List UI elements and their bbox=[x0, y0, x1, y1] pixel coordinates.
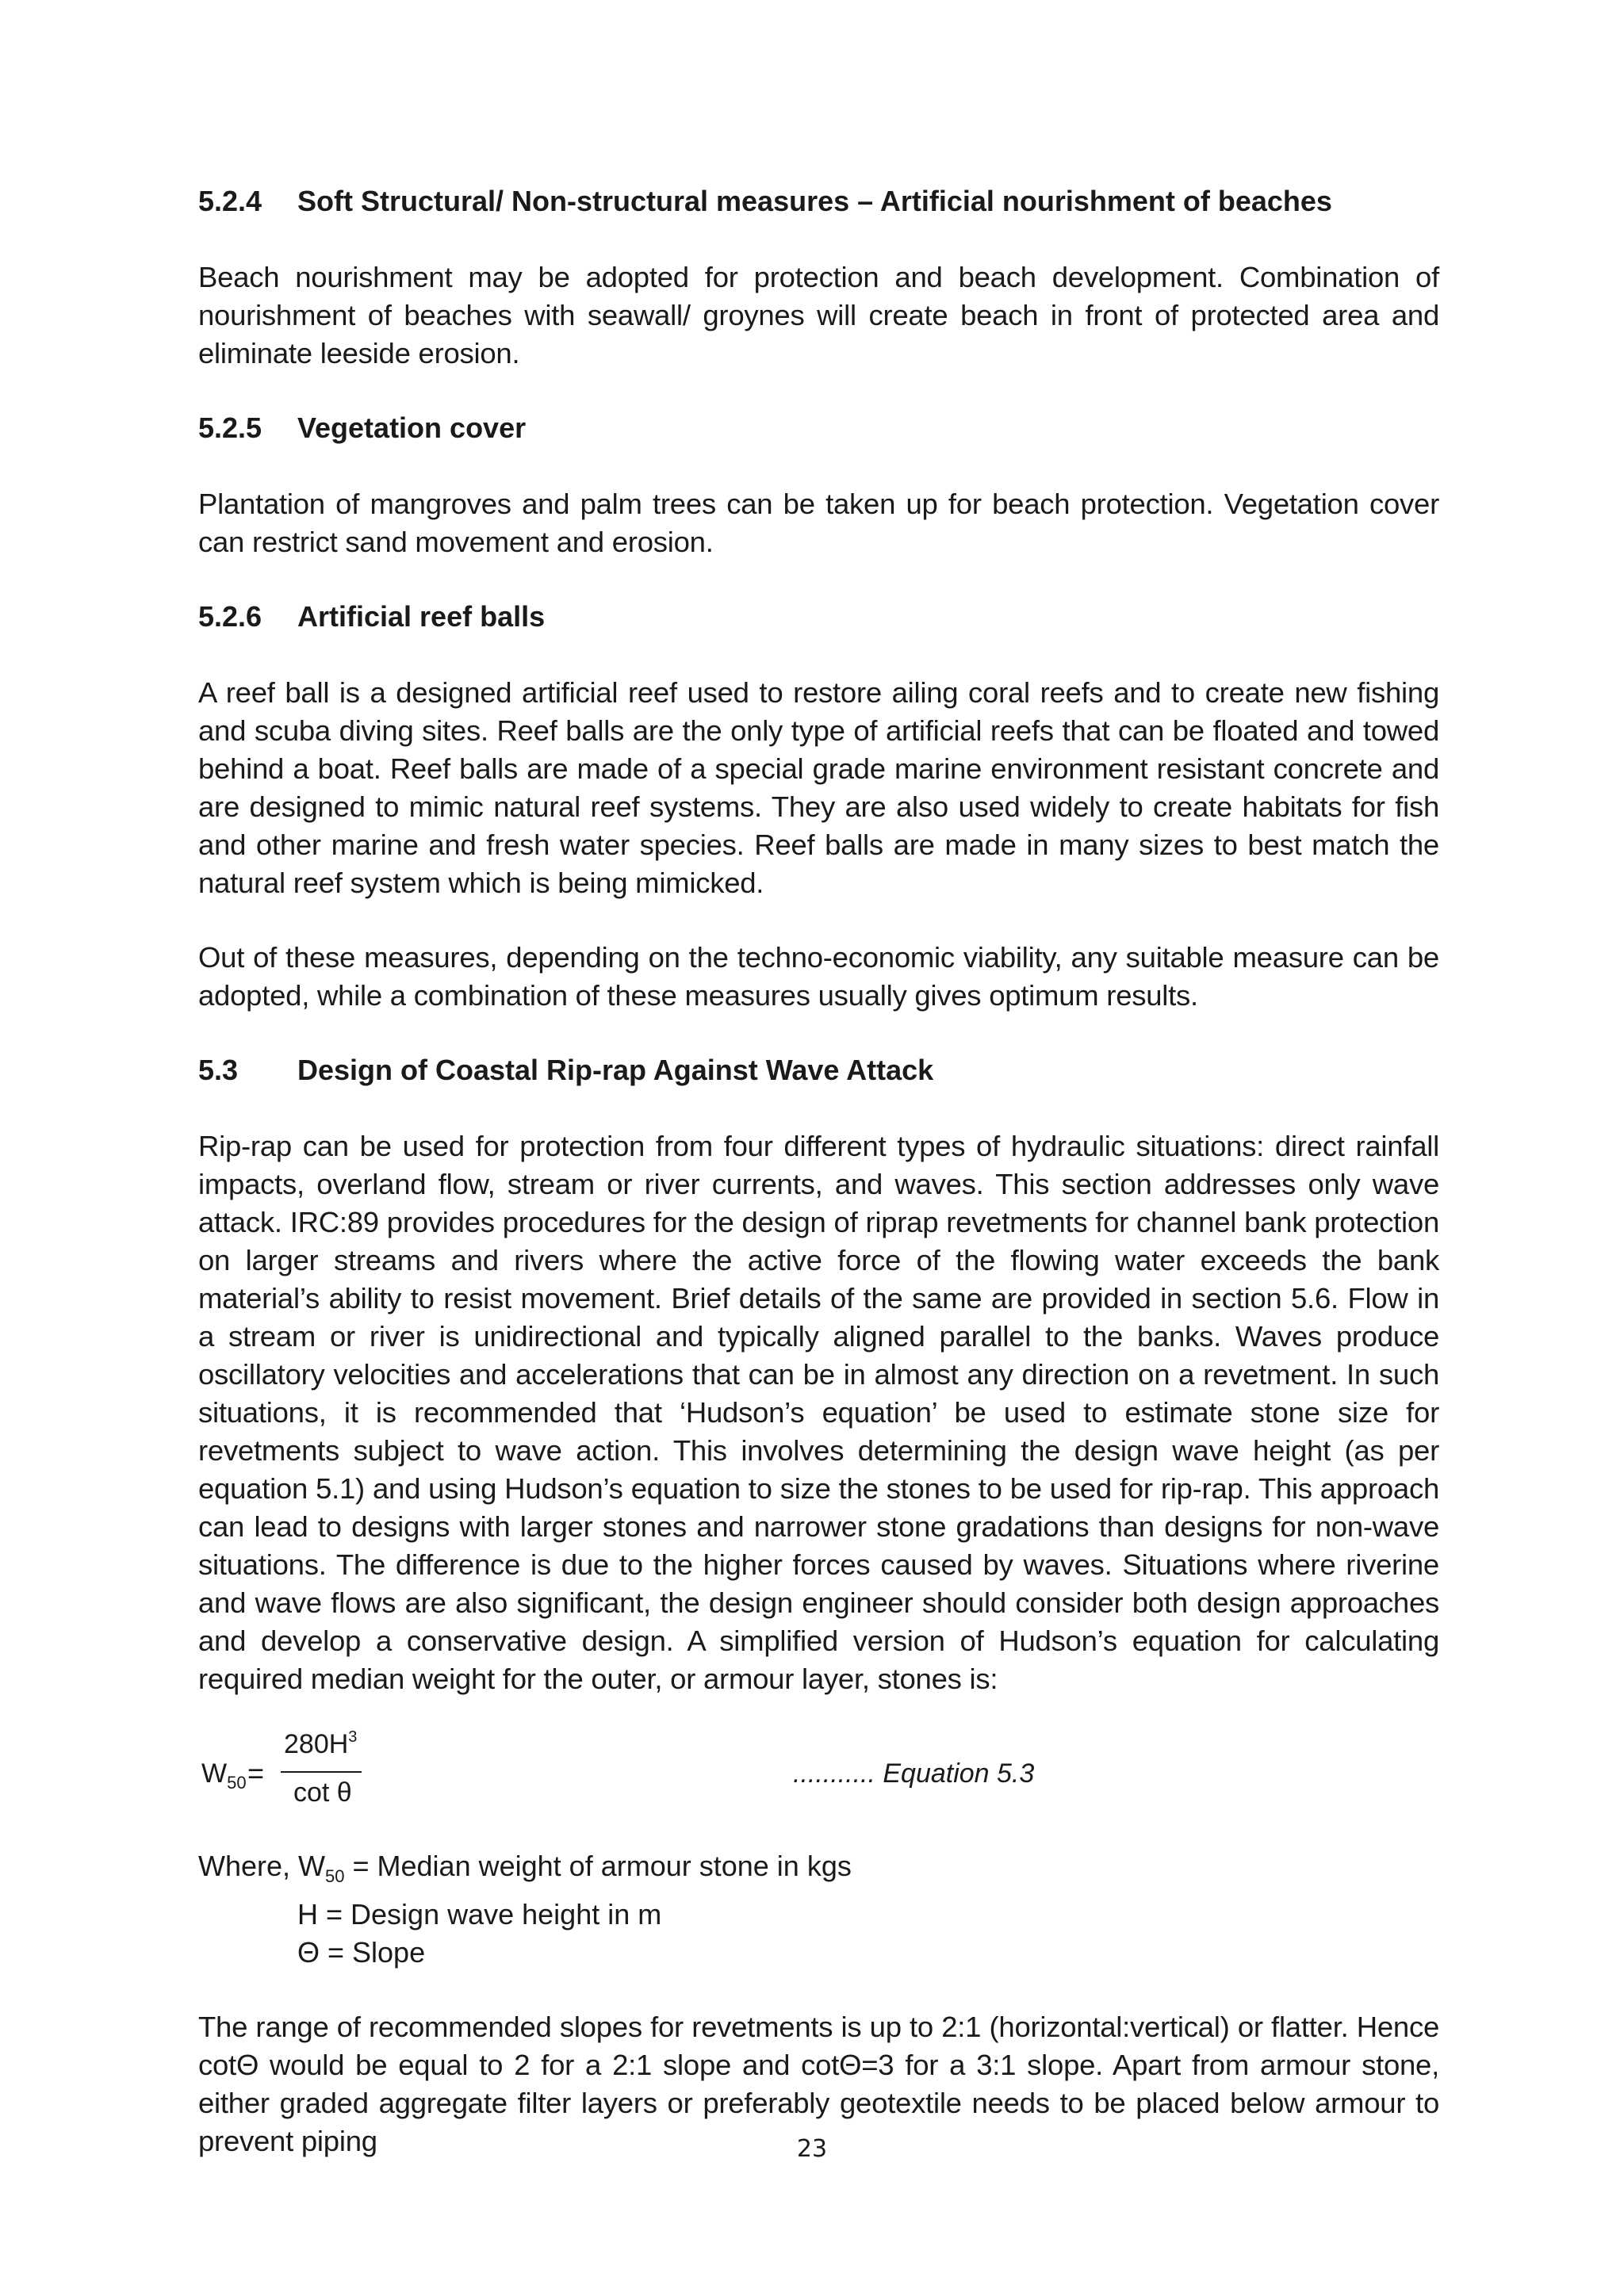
equation-numerator: $280H^3$ bbox=[284, 1728, 358, 1759]
equation-equals: = bbox=[247, 1757, 265, 1789]
variable-definitions bbox=[198, 1847, 1439, 1972]
equation-denominator: cot θ bbox=[293, 1777, 352, 1808]
paragraph: Beach nourishment may be adopted for protection and beach development. Combination of nourishment of beaches with seawall/ groynes will create beach in front of protected area and eliminate leeside erosion. bbox=[198, 261, 1439, 369]
section-title: Soft Structural/ Non-structural measures – Artificial nourishment of beaches bbox=[297, 185, 1332, 217]
paragraph: The range of recommended slopes for revetments is up to 2:1 (horizontal:vertical) or flatter. Hence cotΘ would be equal to 2 for a 2:1 slope and cotΘ=3 for a 3:1 slope. Apart from armour stone, either graded aggregate filter layers or preferably geotextile needs to be placed below armour to prevent piping bbox=[198, 2011, 1439, 2158]
paragraph: A reef ball is a designed artificial reef used to restore ailing coral reefs and to create new fishing and scuba diving sites. Reef balls are the only type of artificial reefs that can be floated and towed behind a boat. Reef balls are made of a special grade marine environment resistant concrete and are designed to mimic natural reef systems. They are also used widely to create habitats for fish and other marine and fresh water species. Reef balls are made in many sizes to best match the natural reef system which is being mimicked. bbox=[198, 676, 1439, 899]
section-heading-5-3 bbox=[198, 1051, 1439, 1089]
section-number: 5.2.6 bbox=[198, 600, 262, 633]
section-number: 5.2.4 bbox=[198, 185, 262, 217]
section-title: Artificial reef balls bbox=[297, 600, 546, 633]
definition-w50: Where, $W_{50}$ = Median weight of armour stone in kgs bbox=[198, 1850, 852, 1887]
hudson-equation bbox=[198, 1728, 1439, 1830]
section-title: Vegetation cover bbox=[297, 411, 527, 444]
section-title: Design of Coastal Rip-rap Against Wave Attack bbox=[297, 1054, 934, 1086]
section-number: 5.3 bbox=[198, 1054, 239, 1086]
paragraph: Out of these measures, depending on the techno-economic viability, any suitable measure can be adopted, while a combination of these measures usually gives optimum results. bbox=[198, 941, 1439, 1012]
section-heading-5-2-4 bbox=[198, 182, 1439, 220]
document-page bbox=[198, 182, 1439, 2160]
section-heading-5-2-6 bbox=[198, 598, 1439, 636]
fraction-bar bbox=[281, 1771, 362, 1773]
definition-h: H = Design wave height in m bbox=[297, 1898, 662, 1931]
section-heading-5-2-5 bbox=[198, 409, 1439, 447]
paragraph: Rip-rap can be used for protection from four different types of hydraulic situations: direct rainfall impacts, overland flow, stream or river currents, and waves. This section addresses only wave attack. IRC:89 provides procedures for the design of riprap revetments for channel bank protection on larger streams and rivers where the active force of the flowing water exceeds the bank material’s ability to resist movement. Brief details of the same are provided in section 5.6. Flow in a stream or river is unidirectional and typically aligned parallel to the banks. Waves produce oscillatory velocities and accelerations that can be in almost any direction on a revetment. In such situations, it is recommended that ‘Hudson’s equation’ be used to estimate stone size for revetments subject to wave action. This involves determining the design wave height (as per equation 5.1) and using Hudson’s equation to size the stones to be used for rip-rap. This approach can lead to designs with larger stones and narrower stone gradations than designs for non-wave situations. The difference is due to the higher forces caused by waves. Situations where riverine and wave flows are also significant, the design engineer should consider both design approaches and develop a conservative design. A simplified version of Hudson’s equation for calculating required median weight for the outer, or armour layer, stones is: bbox=[198, 1130, 1439, 1695]
section-number: 5.2.5 bbox=[198, 411, 262, 444]
equation-reference: ........... Equation 5.3 bbox=[793, 1758, 1035, 1789]
paragraph: Plantation of mangroves and palm trees can be taken up for beach protection. Vegetation cover can restrict sand movement and erosion. bbox=[198, 488, 1439, 558]
equation-lhs: $W_{50}$ bbox=[201, 1758, 247, 1793]
page-number: 23 bbox=[796, 2135, 828, 2163]
definition-theta: Θ = Slope bbox=[297, 1936, 426, 1969]
